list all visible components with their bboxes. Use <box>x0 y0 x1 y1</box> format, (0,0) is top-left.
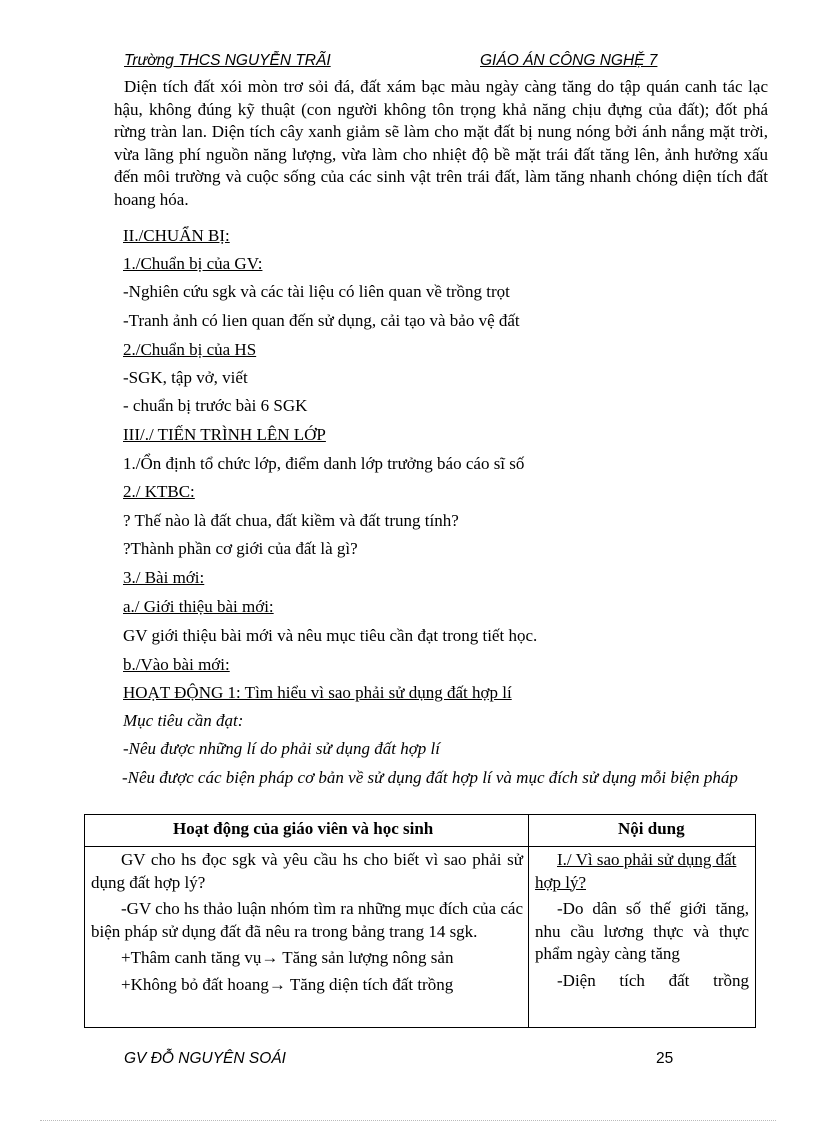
question: ? Thế nào là đất chua, đất kiềm và đất trung tính? <box>123 511 459 530</box>
intro-paragraph: Diện tích đất xói mòn trơ sỏi đá, đất xám bạc màu ngày càng tăng do tập quán canh tác lạc hậu, không đúng kỹ thuật (con người không tôn trọng khả năng chịu đựng của đất); đốt phá rừng tràn lan. Diện tích cây xanh giảm sẽ làm cho mặt đất bị nung nóng bởi ánh nắng mặt trời, vừa lãng phí nguồn năng lượng, vừa làm cho nhiệt độ bề mặt trái đất tăng lên, ảnh hưởng xấu đến môi trường và cuộc sống của các sinh vật trên trái đất, làm tăng nhanh chóng diện tích đất hoang hóa. <box>114 77 768 209</box>
column-header-content: Nội dung <box>618 819 685 838</box>
list-item: -Tranh ảnh có lien quan đến sử dụng, cải tạo và bảo vệ đất <box>123 311 520 330</box>
content-text: -Do dân số thế giới tăng, nhu cầu lương thực và thực phẩm ngày càng tăng <box>535 899 749 964</box>
section-preparation: II./CHUẨN BỊ: <box>123 226 230 245</box>
activity-cell <box>91 849 523 1001</box>
heading-enter-lesson: b./Vào bài mới: <box>123 655 230 674</box>
footer-teacher: GV ĐỖ NGUYÊN SOÁI <box>124 1050 286 1067</box>
activity-text: GV cho hs đọc sgk và yêu cầu hs cho biết vì sao phải sử dụng đất hợp lý? <box>91 850 523 892</box>
list-item: -SGK, tập vở, viết <box>123 368 248 387</box>
activity-table <box>84 814 756 1028</box>
activity-1-heading: HOẠT ĐỘNG 1: Tìm hiểu vì sao phải sử dụng đất hợp lí <box>123 683 512 702</box>
objective-item: -Nêu được những lí do phải sử dụng đất hợp lí <box>123 739 441 758</box>
page-number: 25 <box>656 1050 674 1067</box>
question: ?Thành phần cơ giới của đất là gì? <box>123 539 358 558</box>
section-lesson-progress: III/./ TIẾN TRÌNH LÊN LỚP <box>123 425 326 444</box>
column-header-activity: Hoạt động của giáo viên và học sinh <box>173 819 434 838</box>
objective-item: -Nêu được các biện pháp cơ bản về sử dụng đất hợp lí và mục đích sử dụng mỗi biện pháp <box>122 768 738 787</box>
heading-introduce-lesson: a./ Giới thiệu bài mới: <box>123 597 274 616</box>
content-text: -Diện tích đất trồng <box>557 970 749 990</box>
list-item: 1./Ổn định tổ chức lớp, điểm danh lớp trưởng báo cáo sĩ số <box>123 454 525 473</box>
heading-gv-preparation: 1./Chuẩn bị của GV: <box>123 254 263 273</box>
content-heading: I./ Vì sao phải sử dụng đất hợp lý? <box>535 850 737 892</box>
list-item: - chuẩn bị trước bài 6 SGK <box>123 396 308 415</box>
heading-hs-preparation: 2./Chuẩn bị của HS <box>123 340 257 359</box>
list-item: -Nghiên cứu sgk và các tài liệu có liên quan về trồng trọt <box>123 282 510 301</box>
activity-text: +Không bỏ đất hoang→ Tăng diện tích đất trồng <box>121 974 454 994</box>
objectives-label: Mục tiêu cần đạt: <box>123 711 244 730</box>
content-cell <box>535 849 749 997</box>
activity-text: -GV cho hs thảo luận nhóm tìm ra những mục đích của các biện pháp sử dụng đất đã nêu ra trong bảng trang 14 sgk. <box>91 899 523 941</box>
activity-text: +Thâm canh tăng vụ→ Tăng sản lượng nông sản <box>121 948 454 968</box>
page-bottom-divider <box>40 1120 776 1121</box>
header-divider <box>85 846 755 847</box>
heading-new-lesson: 3./ Bài mới: <box>123 568 205 587</box>
heading-ktbc: 2./ KTBC: <box>123 482 195 501</box>
header-subject: GIÁO ÁN CÔNG NGHỆ 7 <box>480 52 658 69</box>
body-text: GV giới thiệu bài mới và nêu mục tiêu cần đạt trong tiết học. <box>123 626 538 645</box>
header-school: Trường THCS NGUYỄN TRÃI <box>124 52 331 69</box>
